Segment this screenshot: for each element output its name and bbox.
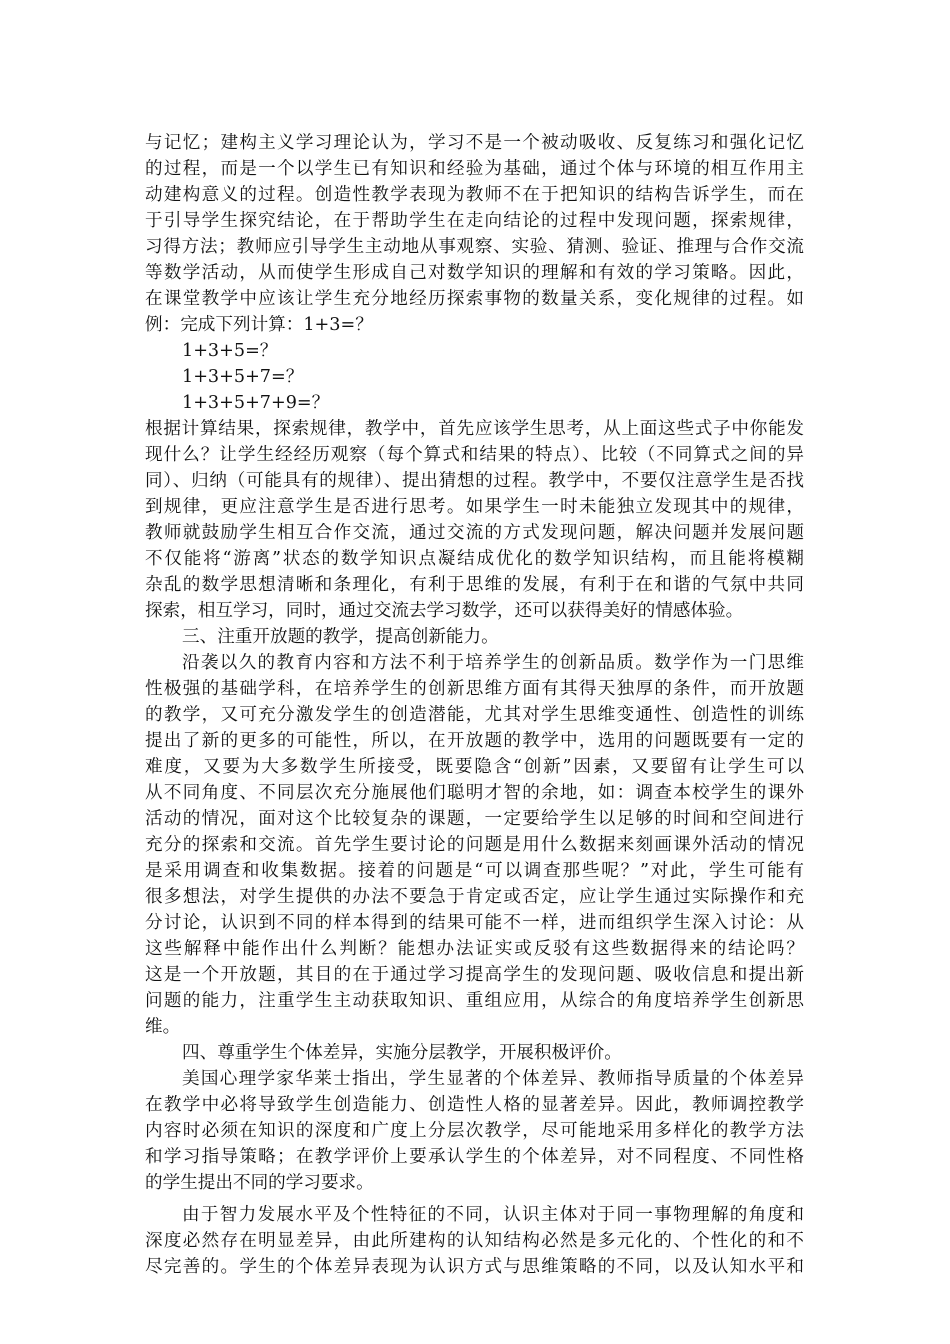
text-line xyxy=(0,468,950,494)
line-text: 由于智力发展水平及个性特征的不同，认识主体对于同一事物理解的角度和 xyxy=(182,1205,804,1225)
text-line xyxy=(0,988,950,1014)
line-text: 和学习指导策略；在教学评价上要承认学生的个体差异，对不同程度、不同性格 xyxy=(145,1147,804,1167)
line-text: 与记忆；建构主义学习理论认为，学习不是一个被动吸收、反复练习和强化记忆 xyxy=(145,133,804,153)
text-line xyxy=(0,130,950,156)
line-text: 现什么？让学生经经历观察（每个算式和结果的特点）、比较（不同算式之间的异 xyxy=(145,445,804,465)
text-line xyxy=(0,1170,950,1196)
text-line xyxy=(0,702,950,728)
line-text: 根据计算结果，探索规律，教学中，首先应该学生思考，从上面这些式子中你能发 xyxy=(145,419,804,439)
line-text: 例：完成下列计算：1+3=？ xyxy=(145,315,373,335)
text-line xyxy=(0,1254,950,1280)
line-text: 维。 xyxy=(145,1017,181,1037)
line-text: 尽完善的。学生的个体差异表现为认识方式与思维策略的不同，以及认知水平和 xyxy=(145,1257,804,1277)
line-text: 沿袭以久的教育内容和方法不利于培养学生的创新品质。数学作为一门思维 xyxy=(182,653,804,673)
line-text: 于引导学生探究结论，在于帮助学生在走向结论的过程中发现问题，探索规律， xyxy=(145,211,804,231)
line-text: 提出了新的更多的可能性，所以，在开放题的教学中，选用的问题既要有一定的 xyxy=(145,731,804,751)
line-text: 内容时必须在知识的深度和广度上分层次教学，尽可能地采用多样化的教学方法 xyxy=(145,1121,804,1141)
text-line xyxy=(0,234,950,260)
line-text: 难度，又要为大多数学生所接受，既要隐含“创新”因素，又要留有让学生可以 xyxy=(145,757,804,777)
line-text: 在教学中必将导致学生创造能力、创造性人格的显著差异。因此，教师调控教学 xyxy=(145,1095,804,1115)
text-line xyxy=(0,962,950,988)
line-text: 这是一个开放题，其目的在于通过学习提高学生的发现问题、吸收信息和提出新 xyxy=(145,965,804,985)
text-line xyxy=(0,806,950,832)
text-line xyxy=(0,936,950,962)
text-line xyxy=(0,676,950,702)
text-line xyxy=(0,1144,950,1170)
line-text: 的学生提出不同的学习要求。 xyxy=(145,1173,374,1193)
section-heading xyxy=(0,624,950,650)
line-text: 性极强的基础学科，在培养学生的创新思维方面有其得天独厚的条件，而开放题 xyxy=(145,679,804,699)
text-line xyxy=(0,780,950,806)
text-line xyxy=(0,442,950,468)
text-line xyxy=(0,1092,950,1118)
text-line xyxy=(0,910,950,936)
text-line xyxy=(0,884,950,910)
text-line xyxy=(0,754,950,780)
text-line xyxy=(0,1228,950,1254)
line-text: 的教学，又可充分激发学生的创造潜能，尤其对学生思维变通性、创造性的训练 xyxy=(145,705,804,725)
line-text: 美国心理学家华莱士指出，学生显著的个体差异、教师指导质量的个体差异 xyxy=(182,1069,804,1089)
line-text: 习得方法；教师应引导学生主动地从事观察、实验、猜测、验证、推理与合作交流 xyxy=(145,237,804,257)
heading-text: 四、尊重学生个体差异，实施分层教学，开展积极评价。 xyxy=(182,1043,622,1063)
section-heading xyxy=(0,1040,950,1066)
text-line xyxy=(0,832,950,858)
text-line xyxy=(0,286,950,312)
line-text: 的过程，而是一个以学生已有知识和经验为基础，通过个体与环境的相互作用主 xyxy=(145,159,804,179)
line-text: 活动的情况，面对这个比较复杂的课题，一定要给学生以足够的时间和空间进行 xyxy=(145,809,804,829)
text-line xyxy=(0,728,950,754)
equation-line xyxy=(0,390,950,416)
line-text: 在课堂教学中应该让学生充分地经历探索事物的数量关系，变化规律的过程。如 xyxy=(145,289,804,309)
line-text: 是采用调查和收集数据。接着的问题是“可以调查那些呢？”对此，学生可能有 xyxy=(145,861,804,881)
equation-line xyxy=(0,364,950,390)
text-line xyxy=(0,1202,950,1228)
equation-line xyxy=(0,338,950,364)
text-line xyxy=(0,416,950,442)
text-line xyxy=(0,1118,950,1144)
line-text: 很多想法，对学生提供的办法不要急于肯定或否定，应让学生通过实际操作和充 xyxy=(145,887,804,907)
text-line xyxy=(0,650,950,676)
equation-text: 1+3+5+7+9=？ xyxy=(182,393,330,413)
line-text: 等数学活动，从而使学生形成自己对数学知识的理解和有效的学习策略。因此， xyxy=(145,263,804,283)
line-text: 到规律，更应注意学生是否进行思考。如果学生一时未能独立发现其中的规律， xyxy=(145,497,804,517)
line-text: 分讨论，认识到不同的样本得到的结果可能不一样，进而组织学生深入讨论：从 xyxy=(145,913,804,933)
text-line xyxy=(0,312,950,338)
text-line xyxy=(0,1066,950,1092)
text-line xyxy=(0,1014,950,1040)
line-text: 问题的能力，注重学生主动获取知识、重组应用，从综合的角度培养学生创新思 xyxy=(145,991,804,1011)
line-text: 动建构意义的过程。创造性教学表现为教师不在于把知识的结构告诉学生，而在 xyxy=(145,185,804,205)
line-text: 教师就鼓励学生相互合作交流，通过交流的方式发现问题，解决问题并发展问题 xyxy=(145,523,804,543)
text-line xyxy=(0,182,950,208)
equation-text: 1+3+5=？ xyxy=(182,341,278,361)
line-text: 深度必然存在明显差异，由此所建构的认知结构必然是多元化的、个性化的和不 xyxy=(145,1231,804,1251)
line-text: 不仅能将“游离”状态的数学知识点凝结成优化的数学知识结构，而且能将模糊 xyxy=(145,549,804,569)
text-line xyxy=(0,494,950,520)
text-line xyxy=(0,208,950,234)
line-text: 充分的探索和交流。首先学生要讨论的问题是用什么数据来刻画课外活动的情况 xyxy=(145,835,804,855)
text-line xyxy=(0,598,950,624)
line-text: 从不同角度、不同层次充分施展他们聪明才智的余地，如：调查本校学生的课外 xyxy=(145,783,804,803)
text-line xyxy=(0,520,950,546)
line-text: 杂乱的数学思想清晰和条理化，有利于思维的发展，有利于在和谐的气氛中共同 xyxy=(145,575,804,595)
line-text: 探索，相互学习，同时，通过交流去学习数学，还可以获得美好的情感体验。 xyxy=(145,601,744,621)
line-text: 同）、归纳（可能具有的规律）、提出猜想的过程。教学中，不要仅注意学生是否找 xyxy=(145,471,804,491)
text-line xyxy=(0,260,950,286)
text-line xyxy=(0,156,950,182)
text-line xyxy=(0,858,950,884)
line-text: 这些解释中能作出什么判断？能想办法证实或反驳有这些数据得来的结论吗？ xyxy=(145,939,804,959)
text-line xyxy=(0,572,950,598)
equation-text: 1+3+5+7=？ xyxy=(182,367,304,387)
heading-text: 三、注重开放题的教学，提高创新能力。 xyxy=(182,627,499,647)
text-line xyxy=(0,546,950,572)
